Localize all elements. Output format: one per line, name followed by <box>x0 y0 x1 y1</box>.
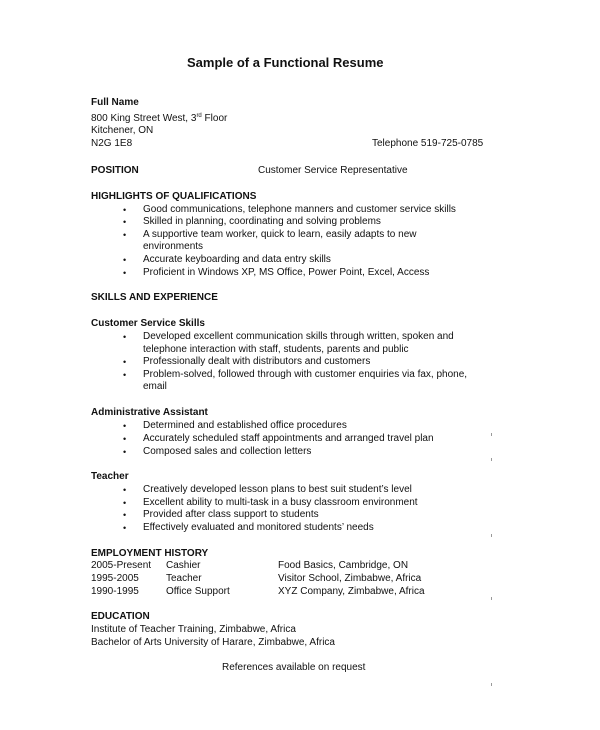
margin-mark <box>491 683 492 686</box>
bullet-icon: • <box>123 370 127 380</box>
bullet-icon: • <box>123 205 127 215</box>
bullet-icon: • <box>123 421 127 431</box>
bullet-icon: • <box>123 498 127 508</box>
list-item: Excellent ability to multi-task in a busy classroom environment <box>143 497 418 508</box>
position-value: Customer Service Representative <box>258 165 408 176</box>
city: Kitchener, ON <box>91 125 154 136</box>
position-label: POSITION <box>91 165 139 176</box>
postal-code: N2G 1E8 <box>91 138 133 149</box>
bullet-icon: • <box>123 434 127 444</box>
list-item: Proficient in Windows XP, MS Office, Power Point, Excel, Access <box>143 267 430 278</box>
list-item: Professionally dealt with distributors and customers <box>143 356 371 367</box>
bullet-icon: • <box>123 230 127 240</box>
employment-role: Cashier <box>166 560 201 571</box>
highlights-heading: HIGHLIGHTS OF QUALIFICATIONS <box>91 191 257 202</box>
list-item: A supportive team worker, quick to learn, easily adapts to new <box>143 229 417 240</box>
list-item: Effectively evaluated and monitored students’ needs <box>143 522 374 533</box>
list-item: Determined and established office procedures <box>143 420 347 431</box>
skills-heading: SKILLS AND EXPERIENCE <box>91 292 218 303</box>
list-item: Skilled in planning, coordinating and solving problems <box>143 216 381 227</box>
bullet-icon: • <box>123 332 127 342</box>
list-item: Problem-solved, followed through with customer enquiries via fax, phone, <box>143 369 468 380</box>
list-item: Developed excellent communication skills through written, spoken and <box>143 331 454 342</box>
bullet-icon: • <box>123 485 127 495</box>
employment-years: 1995-2005 <box>91 573 139 584</box>
margin-mark <box>491 534 492 537</box>
education-heading: EDUCATION <box>91 611 150 622</box>
employment-employer: XYZ Company, Zimbabwe, Africa <box>278 586 425 597</box>
bullet-icon: • <box>123 268 127 278</box>
bullet-icon: • <box>123 217 127 227</box>
teacher-heading: Teacher <box>91 471 129 482</box>
bullet-icon: • <box>123 447 127 457</box>
list-item-continued: email <box>143 381 167 392</box>
employment-role: Office Support <box>166 586 230 597</box>
address-superscript: rd <box>196 113 202 119</box>
bullet-icon: • <box>123 357 127 367</box>
address-line <box>91 113 227 125</box>
employment-role: Teacher <box>166 573 202 584</box>
page-title: Sample of a Functional Resume <box>187 55 384 70</box>
list-item: Provided after class support to students <box>143 509 319 520</box>
list-item: Creatively developed lesson plans to best suit student’s level <box>143 484 412 495</box>
references-note: References available on request <box>222 662 366 673</box>
list-item-continued: telephone interaction with staff, students, parents and public <box>143 344 409 355</box>
employment-employer: Visitor School, Zimbabwe, Africa <box>278 573 422 584</box>
list-item: Composed sales and collection letters <box>143 446 312 457</box>
address-text: 800 King Street West, 3 <box>91 113 197 124</box>
education-item: Institute of Teacher Training, Zimbabwe, Africa <box>91 624 296 635</box>
customer-service-heading: Customer Service Skills <box>91 318 205 329</box>
address-floor: Floor <box>201 113 228 124</box>
list-item: Accurately scheduled staff appointments and arranged travel plan <box>143 433 434 444</box>
employment-employer: Food Basics, Cambridge, ON <box>278 560 409 571</box>
employment-heading: EMPLOYMENT HISTORY <box>91 548 209 559</box>
bullet-icon: • <box>123 510 127 520</box>
bullet-icon: • <box>123 255 127 265</box>
bullet-icon: • <box>123 523 127 533</box>
education-item: Bachelor of Arts University of Harare, Zimbabwe, Africa <box>91 637 335 648</box>
list-item: Accurate keyboarding and data entry skills <box>143 254 331 265</box>
full-name: Full Name <box>91 97 139 108</box>
list-item: Good communications, telephone manners and customer service skills <box>143 204 456 215</box>
employment-years: 2005-Present <box>91 560 152 571</box>
telephone: Telephone 519-725-0785 <box>372 138 484 149</box>
list-item-continued: environments <box>143 241 204 252</box>
margin-mark <box>491 433 492 436</box>
margin-mark <box>491 597 492 600</box>
admin-assistant-heading: Administrative Assistant <box>91 407 208 418</box>
employment-years: 1990-1995 <box>91 586 139 597</box>
margin-mark <box>491 458 492 461</box>
